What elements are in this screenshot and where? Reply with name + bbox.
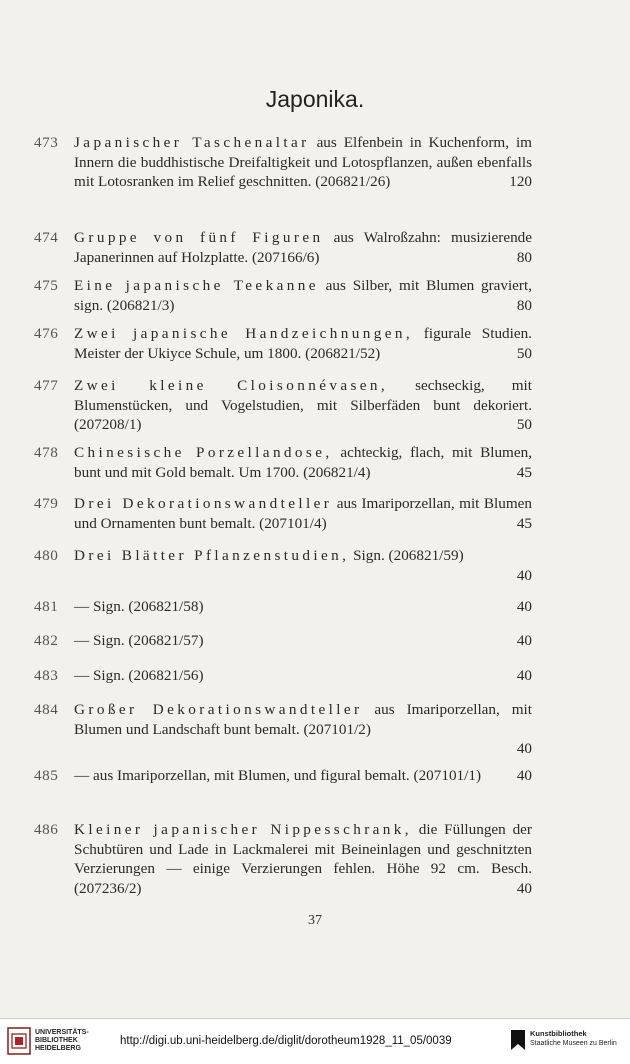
entry-number: 481: [34, 598, 59, 615]
entry-text: [74, 443, 532, 482]
entry-lead: Gruppe von fünf Figuren: [74, 229, 324, 246]
catalog-entry-478: [34, 443, 532, 482]
catalog-entry-484: [34, 700, 532, 759]
entry-text: [74, 700, 532, 759]
page-number: 37: [308, 913, 322, 928]
entry-price: 80: [516, 248, 532, 266]
catalog-entry-486: [34, 820, 532, 898]
entry-text: [74, 631, 532, 651]
entry-price: 120: [509, 173, 532, 190]
entry-text: [74, 376, 532, 435]
entry-text: [74, 228, 532, 267]
entry-text: [74, 766, 532, 786]
catalog-entry-477: [34, 376, 532, 435]
kunstbibliothek-label: Kunstbibliothek Staatliche Museen zu Berlin: [530, 1029, 617, 1047]
entry-lead: Chinesische Porzellandose,: [74, 444, 333, 461]
entry-number: 483: [34, 667, 59, 684]
catalog-entry-474: [34, 228, 532, 267]
entry-price: 80: [516, 296, 532, 314]
entry-number: 473: [34, 134, 59, 151]
permalink-url[interactable]: http://digi.ub.uni-heidelberg.de/diglit/dorotheum1928_11_05/0039: [120, 1035, 452, 1047]
entry-number: 484: [34, 701, 59, 718]
catalog-entry-479: [34, 494, 532, 533]
entry-price: 40: [516, 598, 532, 615]
entry-description: achteckig, flach, mit Blumen, bunt und mit Gold bemalt. Um 1700. (206821/4): [74, 444, 532, 481]
entry-description: aus Walroßzahn: musizierende Japanerinnen auf Holzplatte. (207166/6): [74, 229, 532, 266]
entry-description: Sign. (206821/59): [349, 547, 464, 564]
catalog-entry-476: [34, 324, 532, 363]
entry-description: — aus Imariporzellan, mit Blumen, und figural bemalt. (207101/1): [74, 767, 482, 784]
catalog-entry-483: [34, 666, 532, 686]
page-title: Japonika.: [265, 86, 365, 112]
entry-lead: Drei Dekorationswandteller: [74, 495, 333, 512]
entry-number: 482: [34, 632, 59, 649]
entry-description: figurale Studien. Meister der Ukiyce Schule, um 1800. (206821/52): [74, 325, 532, 362]
entry-price: 40: [516, 667, 532, 684]
entry-number: 474: [34, 229, 59, 246]
entry-number: 475: [34, 277, 59, 294]
entry-price: 40: [516, 879, 532, 897]
entry-description: aus Imariporzellan, mit Blumen und Landschaft bunt bemalt. (207101/2): [74, 701, 532, 738]
entry-price: 50: [516, 344, 532, 362]
catalog-entry-475: [34, 276, 532, 315]
entry-price: 40: [516, 566, 532, 584]
entry-text: [74, 324, 532, 363]
entry-number: 479: [34, 495, 59, 512]
entry-text: [74, 820, 532, 898]
entry-number: 485: [34, 767, 59, 784]
entry-description: — Sign. (206821/57): [74, 632, 204, 649]
entry-description: aus Imariporzellan, mit Blumen und Ornamenten bunt bemalt. (207101/4): [74, 495, 532, 532]
entry-text: [74, 546, 532, 585]
entry-lead: Drei Blätter Pflanzenstudien,: [74, 547, 350, 564]
entry-lead: Zwei japanische Handzeichnungen,: [74, 325, 414, 342]
entry-description: aus Silber, mit Blumen graviert, sign. (206821/3): [74, 277, 532, 314]
entry-price: 45: [516, 514, 532, 532]
entry-price: 40: [516, 632, 532, 649]
entry-description: die Füllungen der Schubtüren und Lade in Lackmalerei mit Beineinlagen und geschnitzten Verzierungen — einige Verzierungen fehlen. Höhe 92 cm. Besch. (207236/2): [74, 821, 532, 897]
entry-text: [74, 133, 532, 192]
entry-description: aus Elfenbein in Kuchenform, im Innern die buddhistische Dreifaltigkeit und Lotospflanzen, außen ebenfalls mit Lotosranken im Relief geschnitten. (206821/26): [74, 134, 532, 190]
catalog-entry-482: [34, 631, 532, 651]
viewer-footer: [0, 1018, 630, 1064]
catalog-entry-481: [34, 597, 532, 617]
entry-price: 40: [516, 767, 532, 784]
entry-description: sechseckig, mit Blumenstücken, und Vogelstudien, mit Silberfäden bunt dekoriert. (207208/1): [74, 377, 532, 433]
catalog-entry-485: [34, 766, 532, 786]
catalog-entry-480: [34, 546, 532, 585]
entry-lead: Kleiner japanischer Nippesschrank,: [74, 821, 412, 838]
entry-price: 50: [516, 416, 532, 433]
catalog-entry-473: [34, 133, 532, 192]
kunstbibliothek-logo-icon: [511, 1030, 525, 1050]
entry-number: 480: [34, 547, 59, 564]
university-seal-icon: [7, 1027, 31, 1055]
entry-description: — Sign. (206821/58): [74, 598, 204, 615]
entry-lead: Japanischer Taschenaltar: [74, 134, 310, 151]
entry-lead: Großer Dekorationswandteller: [74, 701, 363, 718]
entry-lead: Eine japanische Teekanne: [74, 277, 319, 294]
entry-price: 45: [516, 463, 532, 481]
entry-number: 476: [34, 325, 59, 342]
entry-text: [74, 276, 532, 315]
entry-description: — Sign. (206821/56): [74, 667, 204, 684]
entry-lead: Zwei kleine Cloisonnévasen,: [74, 377, 389, 394]
entry-number: 478: [34, 444, 59, 461]
entry-text: [74, 666, 532, 686]
entry-text: [74, 597, 532, 617]
entry-number: 477: [34, 377, 59, 394]
entry-text: [74, 494, 532, 533]
university-library-label: UNIVERSITÄTS- BIBLIOTHEK HEIDELBERG: [35, 1029, 89, 1052]
entry-number: 486: [34, 821, 59, 838]
entry-price: 40: [516, 740, 532, 757]
